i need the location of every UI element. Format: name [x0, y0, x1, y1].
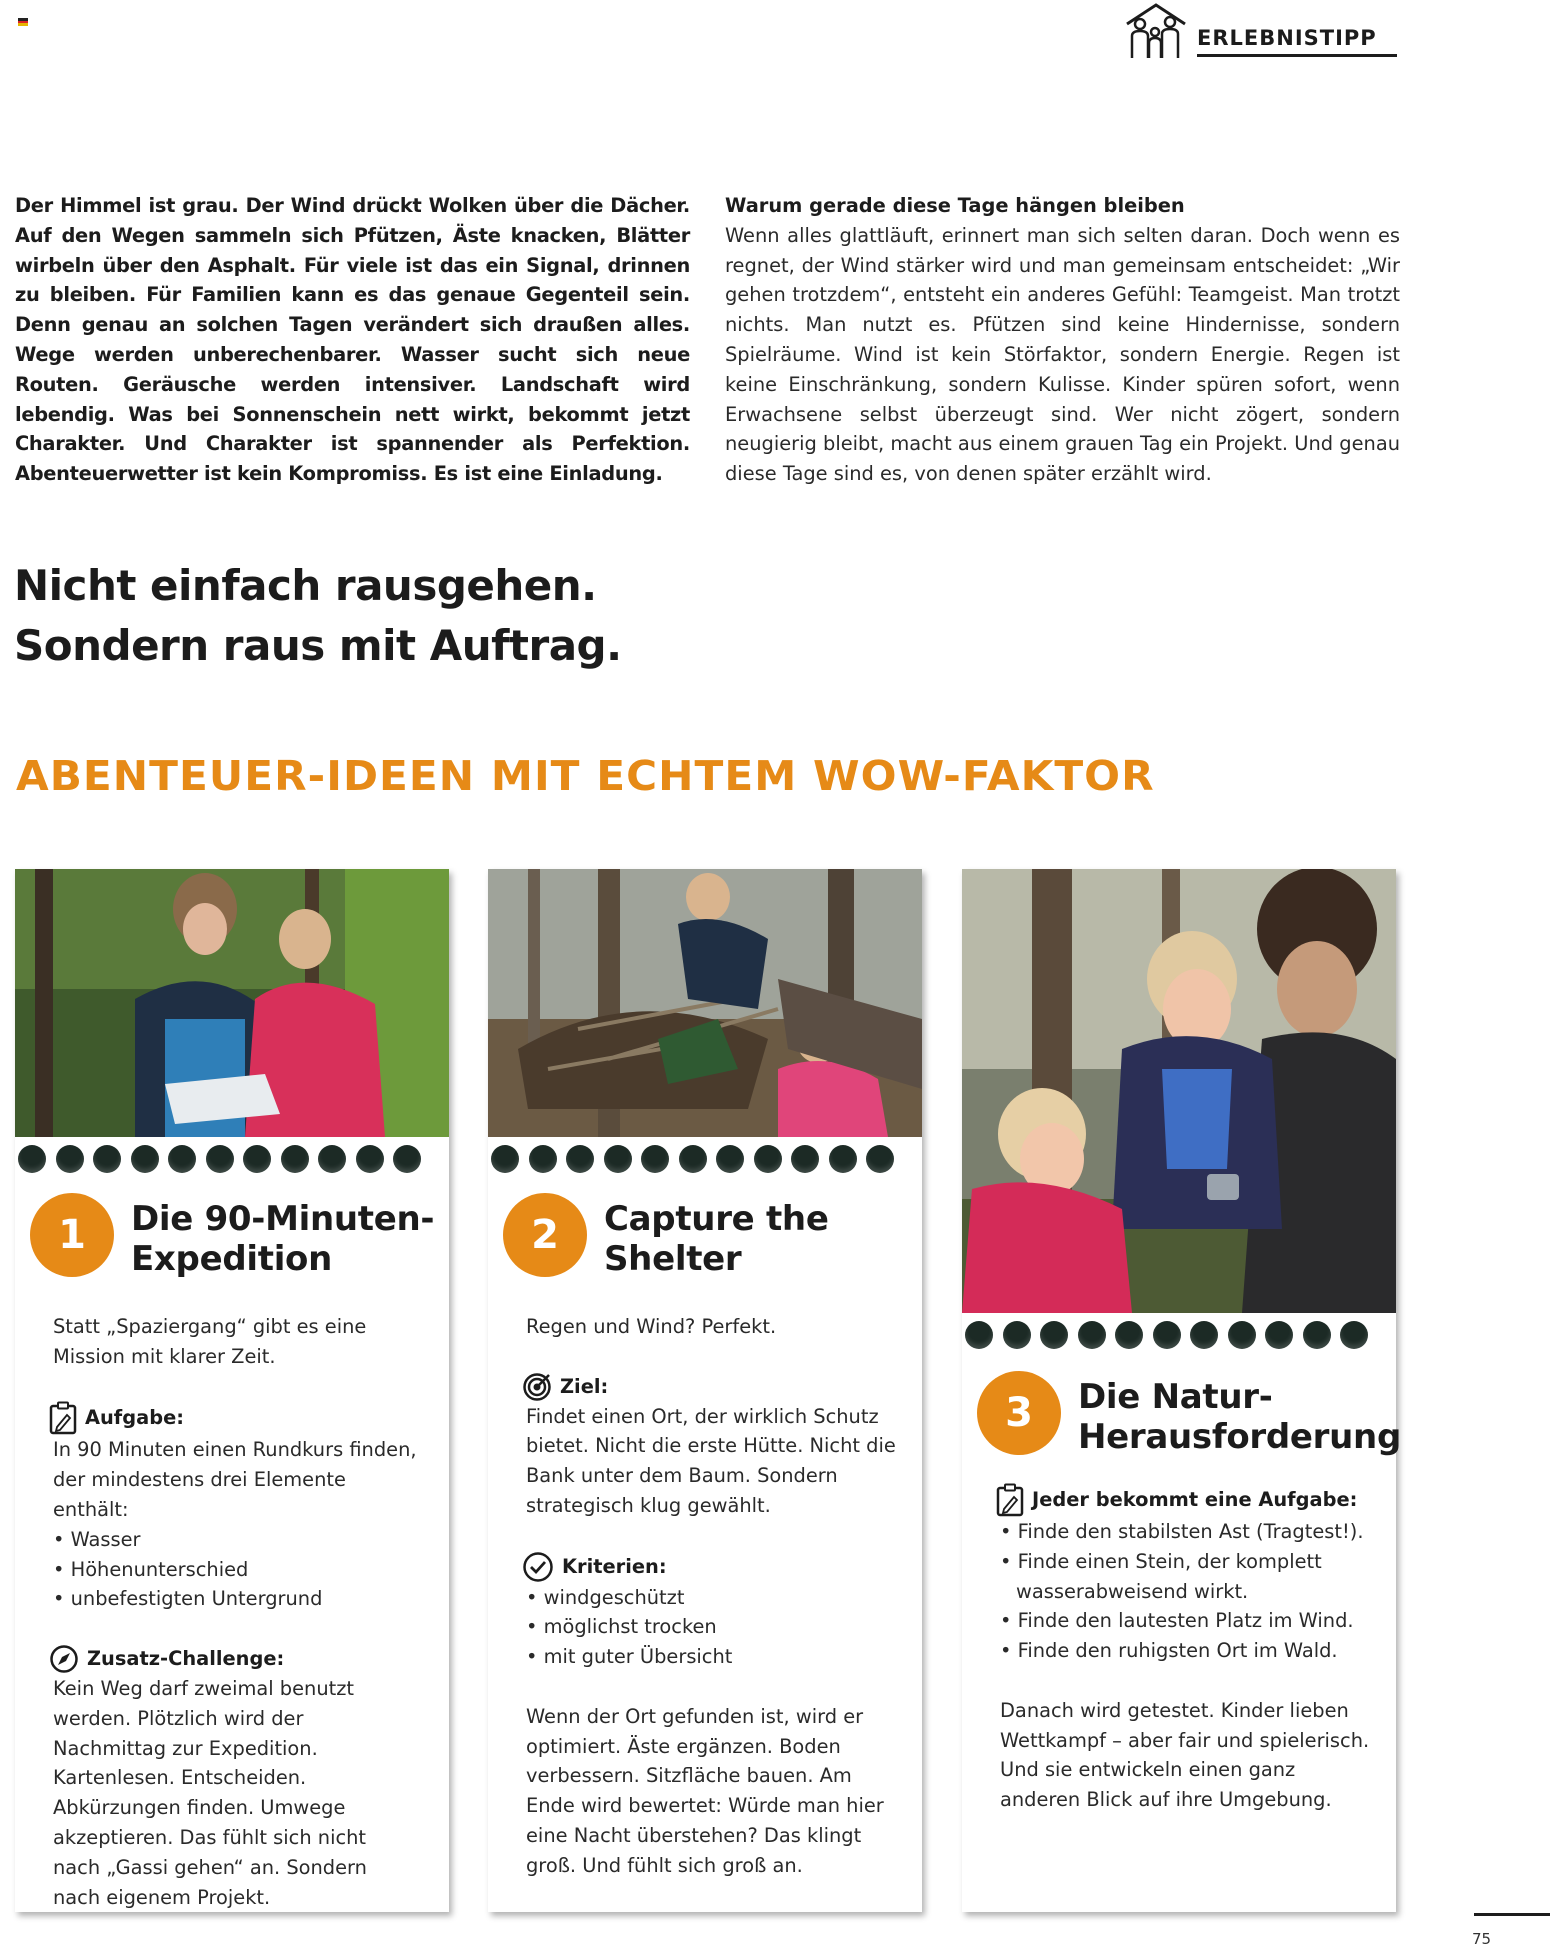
card-nature-challenge [962, 869, 1401, 1912]
card-2-outro: Wenn der Ort gefunden ist, wird er optimiert. Äste ergänzen. Boden verbessern. Sitzfläche bauen. Am Ende wird bewertet: Würde man hier eine Nacht überstehen? Das klingt groß. Und fühlt sich groß an. [526, 1704, 884, 1877]
family-house-icon [1124, 2, 1188, 60]
card-1-photo [15, 869, 449, 1137]
card-3-task-label: Jeder bekommt eine Aufgabe: [1032, 1488, 1358, 1512]
card-2-criteria-list [526, 1583, 896, 1672]
slogan-line-1: Nicht einfach rausgehen. [14, 561, 597, 610]
clipboard-icon [49, 1401, 77, 1435]
card-1-body [53, 1312, 418, 1912]
card-1-task-label: Aufgabe: [85, 1406, 184, 1430]
badge-underline [1197, 54, 1397, 57]
intro-left-text: Der Himmel ist grau. Der Wind drückt Wolken über die Dächer. Auf den Wegen sammeln sich Pfützen, Äste knacken, Blätter wirbeln über den Asphalt. Für viele ist das ein Signal, drinnen zu bleiben. Für Familien kann es das genaue Gegenteil sein. Denn genau an solchen Tagen verändert sich draußen alles. Wege werden unberechenbarer. Wasser sucht sich neue Routen. Geräusche werden intensiver. Landschaft wird lebendig. Was bei Sonnenschein nett wirkt, bekommt jetzt Charakter. Und Charakter ist spannender als Perfektion. Abenteuerwetter ist kein Kompromiss. Es ist eine Einladung. [15, 194, 690, 486]
list-item: • möglichst trocken [526, 1612, 896, 1642]
card-3-photo [962, 869, 1396, 1313]
card-3-task-heading [996, 1483, 1372, 1517]
header-badge [1124, 0, 1400, 62]
card-1-extra-heading [49, 1644, 418, 1674]
card-2-goal-heading [522, 1372, 896, 1402]
card-1-ring-binding [18, 1145, 421, 1175]
page-number-rule [1474, 1913, 1550, 1916]
card-shelter [488, 869, 922, 1912]
card-1-extra-label: Zusatz-Challenge: [87, 1647, 285, 1671]
card-2-criteria-label: Kriterien: [562, 1554, 667, 1578]
card-3-ring-binding [965, 1321, 1368, 1351]
card-1-element-list [53, 1525, 418, 1614]
card-1-intro: Statt „Spaziergang“ gibt es eine Mission mit klarer Zeit. [53, 1315, 367, 1368]
card-2-intro: Regen und Wind? Perfekt. [526, 1315, 777, 1338]
badge-label: ERLEBNISTIPP [1197, 26, 1377, 50]
card-1-title-line-2: Expedition [131, 1239, 333, 1279]
list-item: • mit guter Übersicht [526, 1642, 896, 1672]
card-3-task-list [1000, 1517, 1372, 1666]
card-2-title [604, 1199, 829, 1279]
checkmark-circle-icon [522, 1551, 554, 1583]
card-1-title [131, 1199, 434, 1279]
intro-right-column [725, 191, 1400, 489]
intro-left-column [15, 191, 690, 489]
language-flag-icon [18, 18, 28, 26]
intro-right-heading: Warum gerade diese Tage hängen bleiben [725, 194, 1185, 217]
card-2-photo [488, 869, 922, 1137]
card-2-title-line-1: Capture the [604, 1199, 829, 1239]
list-item: • Finde den ruhigsten Ort im Wald. [1000, 1636, 1372, 1666]
compass-icon [49, 1644, 79, 1674]
card-expedition [15, 869, 449, 1912]
card-3-title [1078, 1377, 1401, 1457]
list-item: • Finde einen Stein, der komplett wasserabweisend wirkt. [1000, 1547, 1372, 1607]
card-2-ring-binding [491, 1145, 894, 1175]
card-1-task-heading [49, 1401, 418, 1435]
slogan-line-2: Sondern raus mit Auftrag. [14, 621, 622, 670]
card-1-title-line-1: Die 90-Minuten- [131, 1199, 435, 1239]
card-1-task-text: In 90 Minuten einen Rundkurs finden, der mindestens drei Elemente enthält: [53, 1438, 417, 1521]
list-item: • unbefestigten Untergrund [53, 1584, 418, 1614]
list-item: • Wasser [53, 1525, 418, 1555]
card-2-title-line-2: Shelter [604, 1239, 742, 1279]
list-item: • Finde den stabilsten Ast (Tragtest!). [1000, 1517, 1372, 1547]
card-3-body [1000, 1483, 1372, 1815]
card-2-goal-text: Findet einen Ort, der wirklich Schutz bietet. Nicht die erste Hütte. Nicht die Bank unter dem Baum. Sondern strategisch klug gewählt. [526, 1404, 896, 1517]
card-3-title-line-2: Herausforderung [1078, 1417, 1401, 1457]
target-icon [522, 1372, 552, 1402]
clipboard-icon [996, 1483, 1024, 1517]
list-item: • Höhenunterschied [53, 1555, 418, 1585]
intro-right-text: Wenn alles glattläuft, erinnert man sich selten daran. Doch wenn es regnet, der Wind stärker wird und man gemeinsam entscheidet: „Wir gehen trotzdem“, entsteht ein anderes Gefühl: Teamgeist. Man trotzt nichts. Man nutzt es. Pfützen sind keine Hindernisse, sondern Spielräume. Wind ist kein Störfaktor, sondern Energie. Regen ist keine Einschränkung, sondern Kulisse. Kinder spüren sofort, wenn Erwachsene selbst überzeugt sind. Wer nicht zögert, sondern neugierig bleibt, macht aus einem grauen Tag ein Projekt. Und genau diese Tage sind es, von denen später erzählt wird. [725, 223, 1400, 486]
card-2-number-badge: 2 [503, 1193, 587, 1277]
card-3-outro: Danach wird getestet. Kinder lieben Wettkampf – aber fair und spielerisch. Und sie entwickeln einen ganz anderen Blick auf ihre Umgebung. [1000, 1698, 1370, 1812]
card-1-extra-text: Kein Weg darf zweimal benutzt werden. Plötzlich wird der Nachmittag zur Expedition. Kartenlesen. Entscheiden. Abkürzungen finden. Umwege akzeptieren. Das fühlt sich nicht nach „Gassi gehen“ an. Sondern nach eigenem Projekt. [53, 1676, 367, 1909]
section-title: ABENTEUER-IDEEN MIT ECHTEM WOW-FAKTOR [16, 752, 1155, 800]
page-number: 75 [1472, 1930, 1492, 1948]
card-2-goal-label: Ziel: [560, 1374, 609, 1398]
list-item: • windgeschützt [526, 1583, 896, 1613]
slogan [14, 556, 622, 676]
card-1-number-badge: 1 [30, 1193, 114, 1277]
card-3-number-badge: 3 [977, 1371, 1061, 1455]
card-3-title-line-1: Die Natur- [1078, 1377, 1273, 1417]
list-item: • Finde den lautesten Platz im Wind. [1000, 1606, 1372, 1636]
card-2-body [526, 1312, 896, 1881]
card-2-criteria-heading [522, 1551, 896, 1583]
